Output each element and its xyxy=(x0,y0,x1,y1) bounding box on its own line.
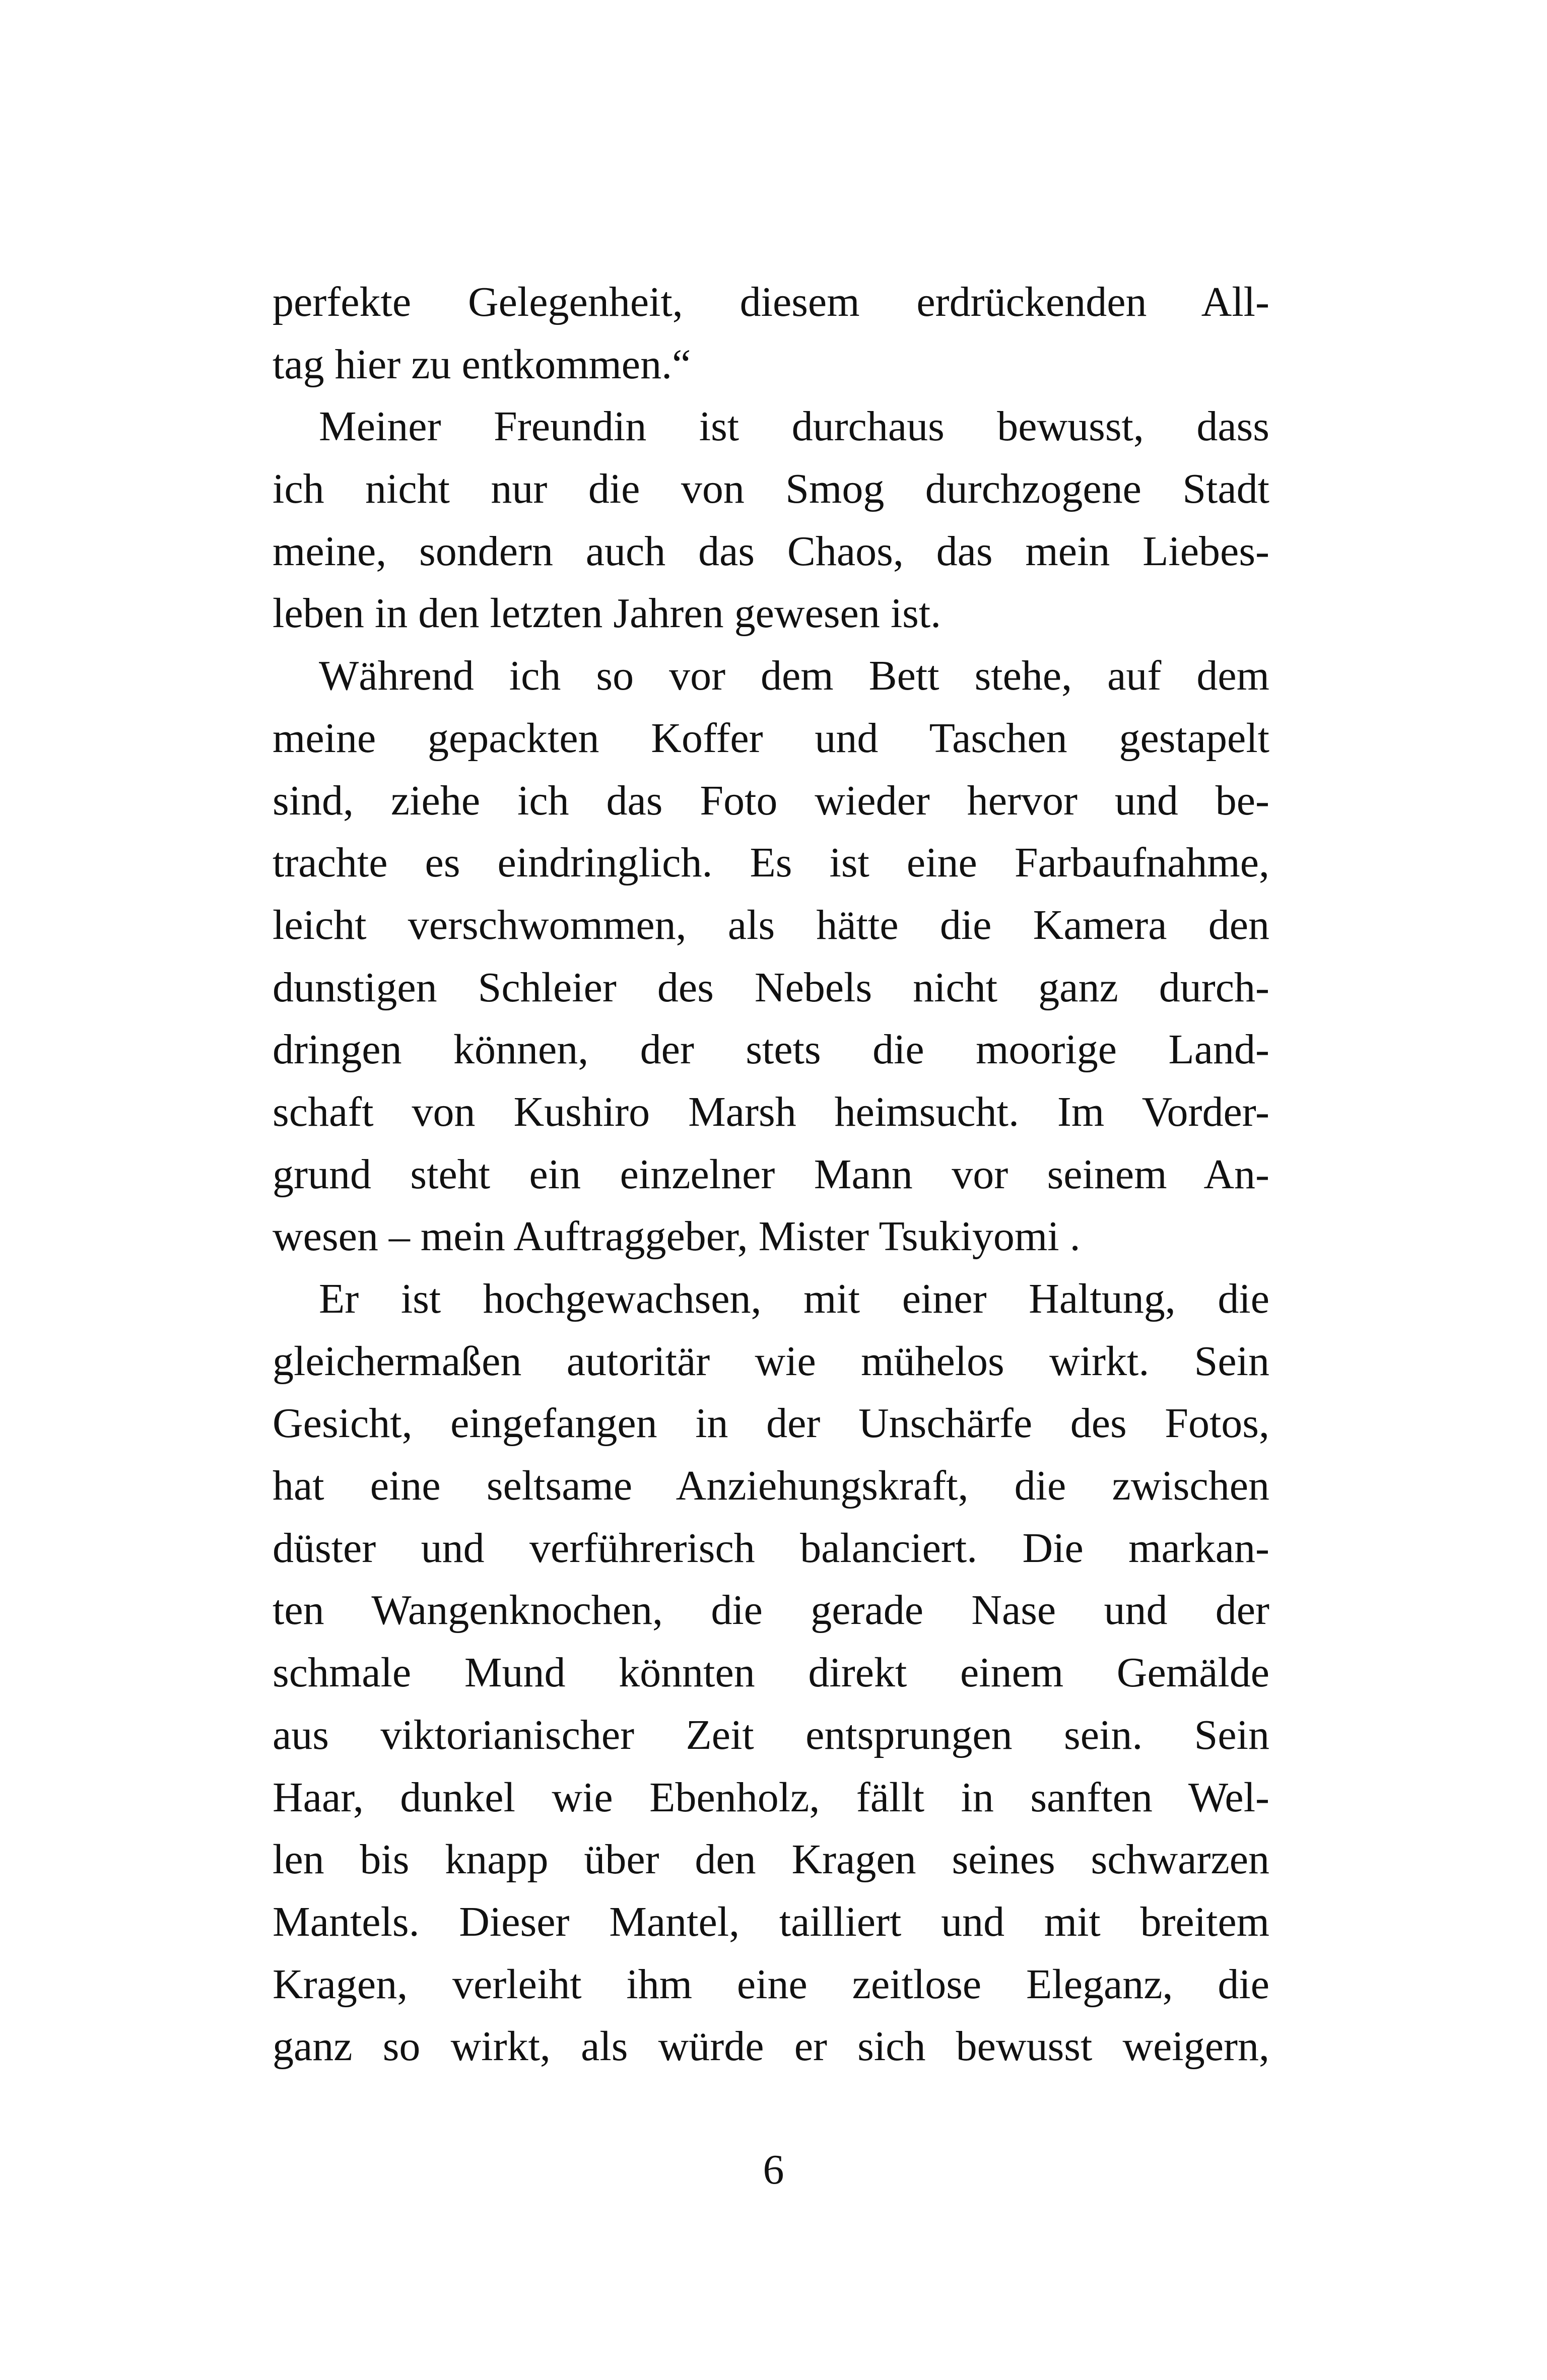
text-line: meine, sondern auch das Chaos, das mein Liebes- xyxy=(273,527,1269,575)
body-text xyxy=(273,271,1269,2078)
text-line: ganz so wirkt, als würde er sich bewusst weigern, xyxy=(273,2023,1269,2070)
text-line: hat eine seltsame Anziehungskraft, die zwischen xyxy=(273,1462,1269,1510)
text-line: Meiner Freundin ist durchaus bewusst, dass xyxy=(319,403,1269,450)
text-line: tag hier zu entkommen.“ xyxy=(273,341,691,388)
text-line: düster und verführerisch balanciert. Die markan- xyxy=(273,1524,1269,1572)
text-line: Er ist hochgewachsen, mit einer Haltung, die xyxy=(319,1275,1269,1322)
text-line: sind, ziehe ich das Foto wieder hervor und be- xyxy=(273,777,1269,824)
text-line: schmale Mund könnten direkt einem Gemälde xyxy=(273,1649,1269,1696)
text-line: leben in den letzten Jahren gewesen ist. xyxy=(273,590,941,637)
text-line: schaft von Kushiro Marsh heimsucht. Im Vorder- xyxy=(273,1088,1269,1135)
text-line: Gesicht, eingefangen in der Unschärfe des Fotos, xyxy=(273,1400,1269,1447)
text-line: ten Wangenknochen, die gerade Nase und der xyxy=(273,1587,1269,1634)
text-line: perfekte Gelegenheit, diesem erdrückenden All- xyxy=(273,279,1269,325)
text-line: meine gepackten Koffer und Taschen gestapelt xyxy=(273,714,1269,762)
text-line: Kragen, verleiht ihm eine zeitlose Eleganz, die xyxy=(273,1960,1269,2008)
text-line: Während ich so vor dem Bett stehe, auf dem xyxy=(319,652,1269,700)
page-number: 6 xyxy=(763,2146,784,2193)
text-line: ich nicht nur die von Smog durchzogene Stadt xyxy=(273,465,1269,513)
text-line: aus viktorianischer Zeit entsprungen sein. Sein xyxy=(273,1711,1269,1758)
text-line: Mantels. Dieser Mantel, tailliert und mit breitem xyxy=(273,1898,1269,1945)
text-line: gleichermaßen autoritär wie mühelos wirkt. Sein xyxy=(273,1337,1269,1385)
text-line: trachte es eindringlich. Es ist eine Farbaufnahme, xyxy=(273,839,1269,887)
text-line: Haar, dunkel wie Ebenholz, fällt in sanften Wel- xyxy=(273,1774,1269,1821)
text-line: leicht verschwommen, als hätte die Kamera den xyxy=(273,901,1269,948)
text-line: grund steht ein einzelner Mann vor seinem An- xyxy=(273,1150,1269,1198)
text-line: wesen – mein Auftraggeber, Mister Tsukiyomi . xyxy=(273,1213,1081,1260)
text-line: dunstigen Schleier des Nebels nicht ganz durch- xyxy=(273,964,1269,1011)
text-line: len bis knapp über den Kragen seines schwarzen xyxy=(273,1836,1269,1883)
text-line: dringen können, der stets die moorige Land- xyxy=(273,1026,1269,1073)
